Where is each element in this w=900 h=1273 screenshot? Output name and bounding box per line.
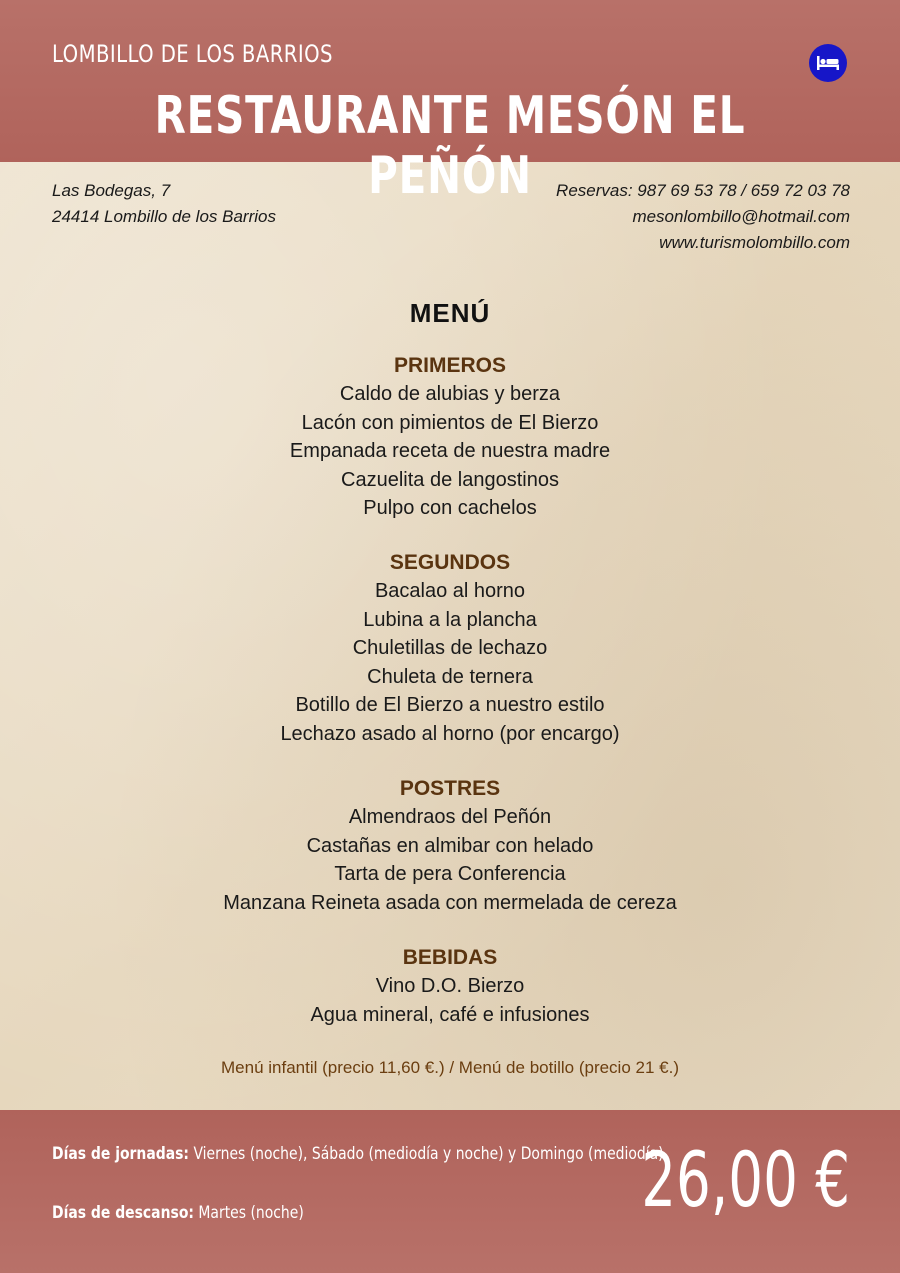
section-bebidas (0, 944, 900, 1029)
opening-days-value: Viernes (noche), Sábado (mediodía y noche) y Domingo (mediodía) (193, 1144, 664, 1164)
menu-item: Tarta de pera Conferencia (334, 863, 566, 885)
menu-item: Vino D.O. Bierzo (375, 975, 525, 997)
menu-item: Botillo de El Bierzo a nuestro estilo (295, 694, 605, 716)
menu-item: Chuleta de ternera (367, 665, 533, 688)
closing-days (52, 1203, 304, 1223)
menu-note: Menú infantil (precio 11,60 €.) / Menú de botillo (precio 21 €.) (221, 1058, 679, 1077)
menu-item: Agua mineral, café e infusiones (310, 1003, 590, 1026)
closing-days-label: Días de descanso: (52, 1203, 194, 1223)
opening-days-label: Días de jornadas: (52, 1144, 190, 1164)
section-postres (0, 775, 900, 917)
menu-item: Caldo de alubias y berza (339, 383, 561, 405)
menu-item: Pulpo con cachelos (363, 497, 537, 519)
contact-block (556, 178, 850, 256)
section-heading: POSTRES (399, 777, 501, 800)
contact-phone: Reservas: 987 69 53 78 / 659 72 03 78 (556, 181, 850, 200)
opening-days (52, 1144, 664, 1164)
address-street: Las Bodegas, 7 (52, 181, 171, 200)
menu-price: 26,00 € (641, 1135, 850, 1224)
town-name: LOMBILLO DE LOS BARRIOS (52, 40, 333, 68)
section-segundos (0, 549, 900, 748)
section-heading: SEGUNDOS (389, 551, 511, 574)
menu-item: Lacón con pimientos de El Bierzo (301, 411, 599, 434)
menu-item: Cazuelita de langostinos (341, 468, 559, 491)
menu-item: Castañas en almibar con helado (306, 834, 594, 857)
restaurant-name: RESTAURANTE MESÓN EL PEÑÓN (154, 86, 746, 206)
menu-item: Chuletillas de lechazo (352, 637, 548, 659)
menu-item: Manzana Reineta asada con mermelada de cereza (223, 891, 677, 914)
contact-web[interactable]: www.turismolombillo.com (659, 233, 850, 252)
section-heading: PRIMEROS (393, 354, 506, 377)
menu-item: Bacalao al horno (374, 580, 526, 602)
menu-item: Almendraos del Peñón (348, 806, 552, 828)
menu-title: MENÚ (409, 298, 491, 328)
address-block (52, 178, 276, 230)
menu-item: Lubina a la plancha (363, 608, 537, 631)
contact-email[interactable]: mesonlombillo@hotmail.com (632, 207, 850, 226)
closing-days-value: Martes (noche) (198, 1203, 304, 1223)
menu-item: Lechazo asado al horno (por encargo) (280, 722, 620, 745)
hotel-bed-icon (809, 44, 847, 82)
address-city: 24414 Lombillo de los Barrios (52, 207, 276, 226)
menu-item: Empanada receta de nuestra madre (289, 440, 611, 462)
section-heading: BEBIDAS (402, 946, 498, 969)
section-primeros (0, 352, 900, 523)
